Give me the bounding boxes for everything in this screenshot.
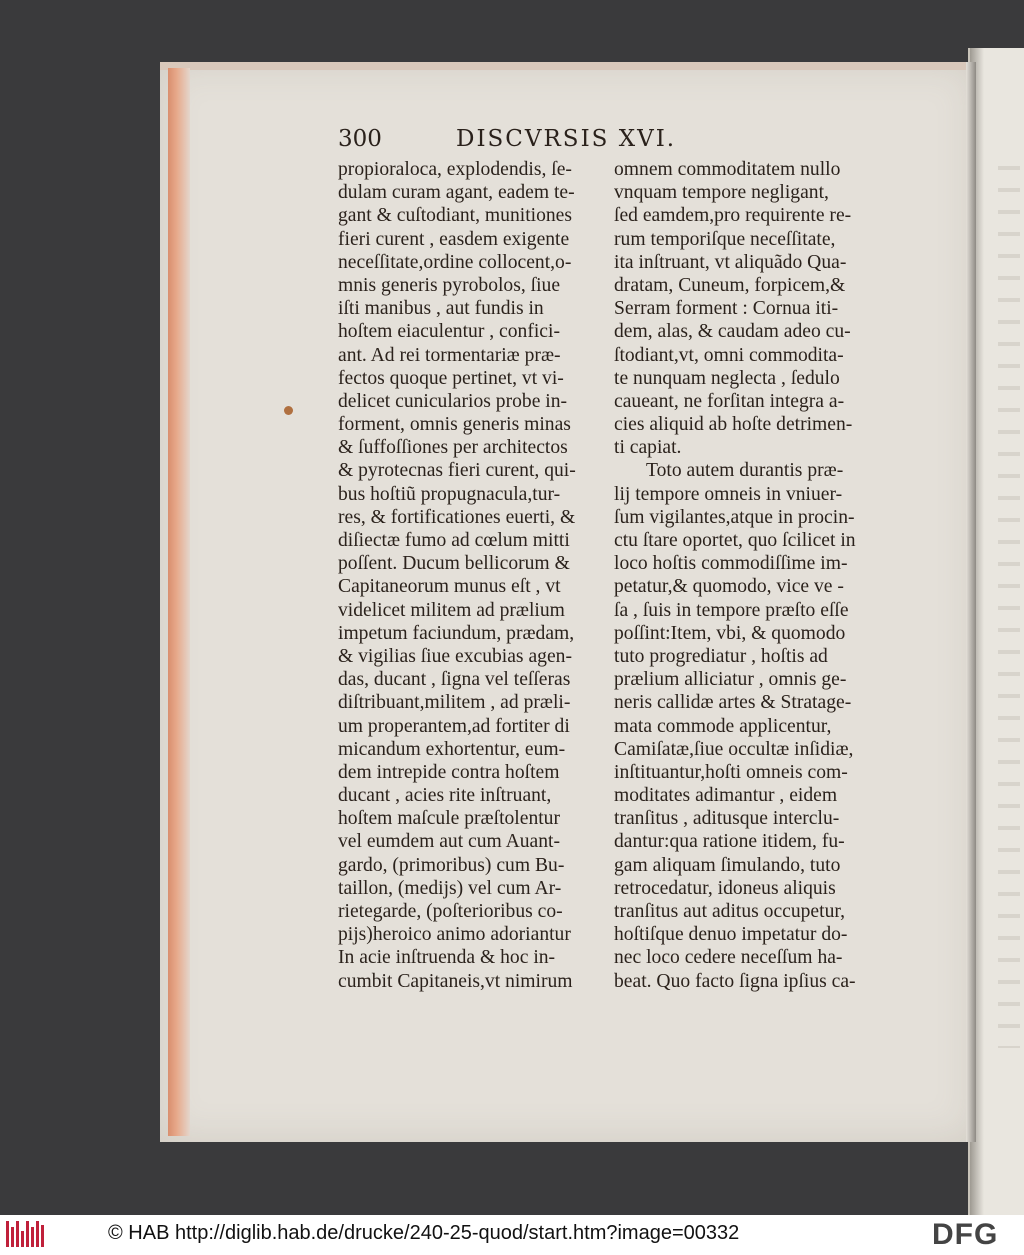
text-line: impetum faciundum, prædam,: [338, 622, 575, 644]
text-line: poſſent. Ducum bellicorum &: [338, 553, 570, 575]
text-line: gardo, (primoribus) cum Bu-: [338, 854, 565, 876]
facing-page-edge: [968, 48, 1024, 1215]
text-line: iſti manibus , aut fundis in: [338, 298, 544, 320]
text-line: moditates adimantur , eidem: [614, 785, 838, 807]
facing-page-bleed-through: [998, 148, 1020, 1048]
text-line: mata commode applicentur,: [614, 715, 832, 737]
text-line: gant & cuſtodiant, munitiones: [338, 205, 573, 227]
text-column-left: [338, 158, 606, 993]
text-line: Toto autem durantis præ-: [646, 460, 844, 482]
text-line: bus hoſtiũ propugnacula,tur-: [338, 483, 561, 505]
text-line: & ſuffoſſiones per architectos: [338, 437, 568, 459]
running-title: DISCVRSIS XVI.: [456, 126, 677, 152]
text-line: dem, alas, & caudam adeo cu-: [614, 321, 851, 343]
text-line: gam aliquam ſimulando, tuto: [614, 854, 841, 876]
page-spine-shadow: [966, 62, 976, 1142]
text-line: hoſtiſque denuo impetatur do-: [614, 924, 848, 946]
text-line: inſtituantur,hoſti omneis com-: [614, 761, 848, 783]
text-line: tranſitus aut aditus occupetur,: [614, 901, 846, 922]
text-line: caueant, ne forſitan integra a-: [614, 390, 845, 412]
text-line: lij tempore omneis in vniuer-: [614, 483, 843, 505]
text-line: propioraloca, explodendis, ſe-: [338, 159, 572, 180]
text-line: dulam curam agant, eadem te-: [338, 182, 575, 204]
text-line: diſtribuant,militem , ad præli-: [338, 692, 571, 714]
text-line: hoſtem maſcule præſtolentur: [338, 808, 561, 830]
text-line: ſa , ſuis in tempore præſto eſſe: [614, 599, 849, 621]
text-line: retrocedatur, idoneus aliquis: [614, 877, 836, 899]
text-line: Serram forment : Cornua iti-: [614, 298, 839, 320]
text-line: tranſitus , aditusque interclu-: [614, 808, 840, 830]
text-line: delicet cunicularios probe in-: [338, 390, 568, 412]
text-line: beat. Quo facto ſigna ipſius ca-: [614, 970, 856, 992]
text-line: um properantem,ad fortiter di: [338, 715, 570, 737]
text-line: forment, omnis generis minas: [338, 414, 571, 436]
text-line: dratam, Cuneum, forpicem,&: [614, 274, 846, 296]
copyright-link[interactable]: © HAB http://diglib.hab.de/drucke/240-25-quod/start.htm?image=00332: [108, 1222, 740, 1244]
text-line: micandum exhortentur, eum-: [338, 738, 566, 760]
text-line: & pyrotecnas fieri curent, qui-: [338, 460, 576, 482]
text-line: tuto progrediatur , hoſtis ad: [614, 645, 828, 667]
page-number: 300: [338, 126, 382, 152]
text-line: ant. Ad rei tormentariæ præ-: [338, 344, 561, 366]
text-line: In acie inſtruenda & hoc in-: [338, 947, 556, 969]
text-line: fectos quoque pertinet, vt vi-: [338, 367, 564, 389]
text-line: rum temporiſque neceſſitate,: [614, 228, 836, 250]
page-top-edge: [160, 62, 976, 70]
text-line: ſtodiant,vt, omni commodita-: [614, 344, 844, 366]
text-line: vel eumdem aut cum Auant-: [338, 831, 560, 853]
hab-logo-icon: [6, 1221, 46, 1249]
text-line: omnem commoditatem nullo: [614, 159, 841, 180]
text-line: petatur,& quomodo, vice ve -: [614, 576, 844, 598]
text-line: prælium alliciatur , omnis ge-: [614, 669, 847, 691]
text-line: dem intrepide contra hoſtem: [338, 761, 560, 783]
running-header: [338, 126, 878, 156]
text-line: fieri curent , easdem exigente: [338, 228, 570, 250]
text-line: poſſint:Item, vbi, & quomodo: [614, 622, 846, 644]
text-line: & vigilias ſiue excubias agen-: [338, 645, 572, 667]
text-line: neris callidæ artes & Stratage-: [614, 692, 852, 714]
ink-spot: [284, 406, 293, 415]
text-line: res, & fortificationes euerti, &: [338, 506, 576, 528]
text-line: cumbit Capitaneis,vt nimirum: [338, 970, 573, 992]
text-line: Capitaneorum munus eſt , vt: [338, 576, 561, 598]
text-line: hoſtem eiaculentur , confici-: [338, 321, 560, 343]
text-line: loco hoſtis commodiſſime im-: [614, 553, 848, 575]
text-line: rietegarde, (poſterioribus co-: [338, 901, 563, 922]
text-line: ctu ſtare oportet, quo ſcilicet in: [614, 530, 856, 551]
text-line: te nunquam neglecta , ſedulo: [614, 367, 840, 389]
text-line: neceſſitate,ordine collocent,o-: [338, 251, 572, 273]
text-line: mnis generis pyrobolos, ſiue: [338, 274, 561, 296]
text-line: cies aliquid ab hoſte detrimen-: [614, 414, 853, 436]
text-line: dantur:qua ratione itidem, fu-: [614, 831, 845, 853]
text-line: ſed eamdem,pro requirente re-: [614, 205, 852, 227]
page-red-edge: [168, 68, 190, 1136]
text-line: ſum vigilantes,atque in procin-: [614, 506, 855, 528]
text-line: ti capiat.: [614, 437, 682, 459]
text-line: ducant , acies rite inſtruant,: [338, 785, 552, 807]
text-line: vnquam tempore negligant,: [614, 182, 829, 204]
text-column-right: [614, 158, 876, 993]
text-line: pijs)heroico animo adoriantur: [338, 924, 571, 946]
dfg-logo: DFG: [932, 1218, 999, 1251]
text-line: nec loco cedere neceſſum ha-: [614, 947, 843, 969]
text-line: Camiſatæ,ſiue occultæ inſidiæ,: [614, 738, 854, 760]
text-line: ita inſtruant, vt aliquãdo Qua-: [614, 251, 847, 273]
text-line: diſiectæ fumo ad cœlum mitti: [338, 530, 570, 551]
text-line: das, ducant , ſigna vel teſſeras: [338, 669, 571, 691]
viewer-footer: [0, 1215, 1024, 1255]
text-line: taillon, (medijs) vel cum Ar-: [338, 877, 562, 899]
text-line: videlicet militem ad prælium: [338, 599, 565, 621]
